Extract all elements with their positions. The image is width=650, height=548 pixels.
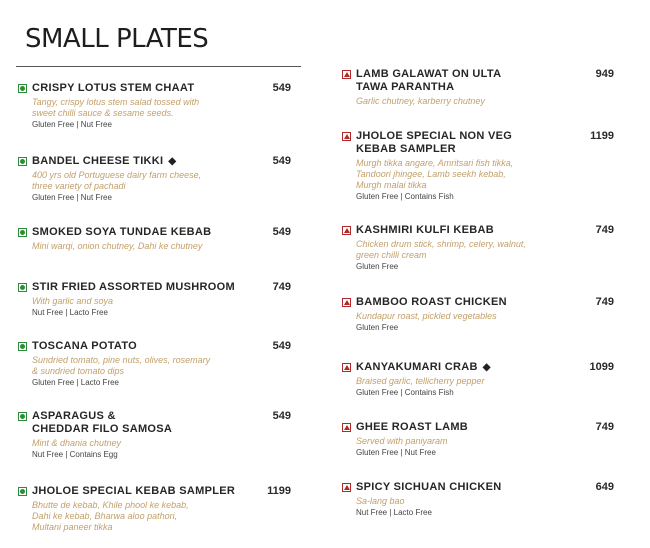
item-description: Tangy, crispy lotus stem salad tossed with [32, 97, 200, 107]
item-name: GHEE ROAST LAMB [356, 421, 469, 433]
dietary-tags: Nut Free | Contains Egg [32, 450, 118, 459]
item-price: 549 [272, 410, 291, 422]
item-price: 549 [272, 340, 291, 352]
item-name: ASPARAGUS & CHEDDAR FILO SAMOSA [32, 410, 173, 435]
non-veg-icon [342, 132, 351, 141]
item-description: Tandoori jhingee, Lamb seekh kebab, [356, 169, 506, 179]
item-description: 400 yrs old Portuguese dairy farm cheese, [32, 170, 202, 180]
item-price: 1199 [267, 485, 291, 497]
item-price: 749 [595, 224, 614, 236]
item-name: CRISPY LOTUS STEM CHAAT [32, 82, 195, 94]
item-name: SPICY SICHUAN CHICKEN [356, 481, 502, 493]
item-name: KASHMIRI KULFI KEBAB [356, 224, 494, 236]
item-name: BANDEL CHEESE TIKKI ◆ [32, 155, 177, 167]
item-price: 1199 [590, 130, 614, 142]
dietary-tags: Gluten Free | Nut Free [356, 448, 436, 457]
non-veg-icon [342, 363, 351, 372]
item-description: With garlic and soya [32, 296, 113, 306]
item-description: Kundapur roast, pickled vegetables [356, 311, 497, 321]
item-name: BAMBOO ROAST CHICKEN [356, 296, 507, 308]
dietary-tags: Nut Free | Lacto Free [32, 308, 108, 317]
item-price: 549 [272, 155, 291, 167]
item-price: 549 [272, 82, 291, 94]
item-description: Mini warqi, onion chutney, Dahi ke chutney [32, 241, 203, 251]
veg-icon [18, 228, 27, 237]
dietary-tags: Gluten Free | Contains Fish [356, 388, 454, 397]
item-name: KANYAKUMARI CRAB ◆ [356, 361, 491, 373]
item-price: 749 [272, 281, 291, 293]
non-veg-icon [342, 483, 351, 492]
veg-icon [18, 342, 27, 351]
dietary-tags: Gluten Free [356, 262, 399, 271]
non-veg-icon [342, 226, 351, 235]
veg-icon [18, 157, 27, 166]
dietary-tags: Gluten Free | Nut Free [32, 120, 112, 129]
item-name: STIR FRIED ASSORTED MUSHROOM [32, 281, 235, 293]
chili-icon: ◆ [482, 362, 491, 373]
item-description: three variety of pachadi [32, 181, 126, 191]
item-description: Chicken drum stick, shrimp, celery, walnut, [356, 239, 526, 249]
title-divider [16, 66, 301, 67]
chili-icon: ◆ [168, 156, 177, 167]
item-price: 549 [272, 226, 291, 238]
item-description: green chilli cream [356, 250, 427, 260]
non-veg-icon [342, 423, 351, 432]
item-price: 1099 [589, 361, 614, 373]
dietary-tags: Nut Free | Lacto Free [356, 508, 432, 517]
veg-icon [18, 487, 27, 496]
item-description: Braised garlic, tellicherry pepper [356, 376, 485, 386]
item-description: Bhutte de kebab, Khile phool ke kebab, [32, 500, 189, 510]
item-price: 949 [595, 68, 614, 80]
item-description: Garlic chutney, karberry chutney [356, 96, 485, 106]
item-description: Sa-lang bao [356, 496, 405, 506]
veg-icon [18, 84, 27, 93]
item-name: JHOLOE SPECIAL KEBAB SAMPLER [32, 485, 236, 497]
item-description: Murgh tikka angare, Amritsari fish tikka, [356, 158, 514, 168]
dietary-tags: Gluten Free | Contains Fish [356, 192, 454, 201]
item-description: & sundried tomato dips [32, 366, 125, 376]
dietary-tags: Gluten Free [356, 323, 399, 332]
dietary-tags: Gluten Free | Nut Free [32, 193, 112, 202]
item-name: SMOKED SOYA TUNDAE KEBAB [32, 226, 212, 238]
item-name: JHOLOE SPECIAL NON VEG KEBAB SAMPLER [356, 130, 513, 155]
veg-icon [18, 283, 27, 292]
item-description: Dahi ke kebab, Bharwa aloo pathori, [32, 511, 178, 521]
veg-icon [18, 412, 27, 421]
item-name: TOSCANA POTATO [32, 340, 138, 352]
item-name: LAMB GALAWAT ON ULTA TAWA PARANTHA [356, 68, 502, 93]
item-price: 749 [595, 296, 614, 308]
item-description: Multani paneer tikka [32, 522, 113, 532]
item-price: 649 [595, 481, 614, 493]
non-veg-icon [342, 70, 351, 79]
section-title: SMALL PLATES [25, 24, 209, 54]
item-description: Served with paniyaram [356, 436, 448, 446]
item-description: sweet chilli sauce & sesame seeds. [32, 108, 174, 118]
item-description: Mint & dhania chutney [32, 438, 122, 448]
dietary-tags: Gluten Free | Lacto Free [32, 378, 120, 387]
item-description: Sundried tomato, pine nuts, olives, rosemary [32, 355, 211, 365]
item-description: Murgh malai tikka [356, 180, 427, 190]
non-veg-icon [342, 298, 351, 307]
item-price: 749 [595, 421, 614, 433]
